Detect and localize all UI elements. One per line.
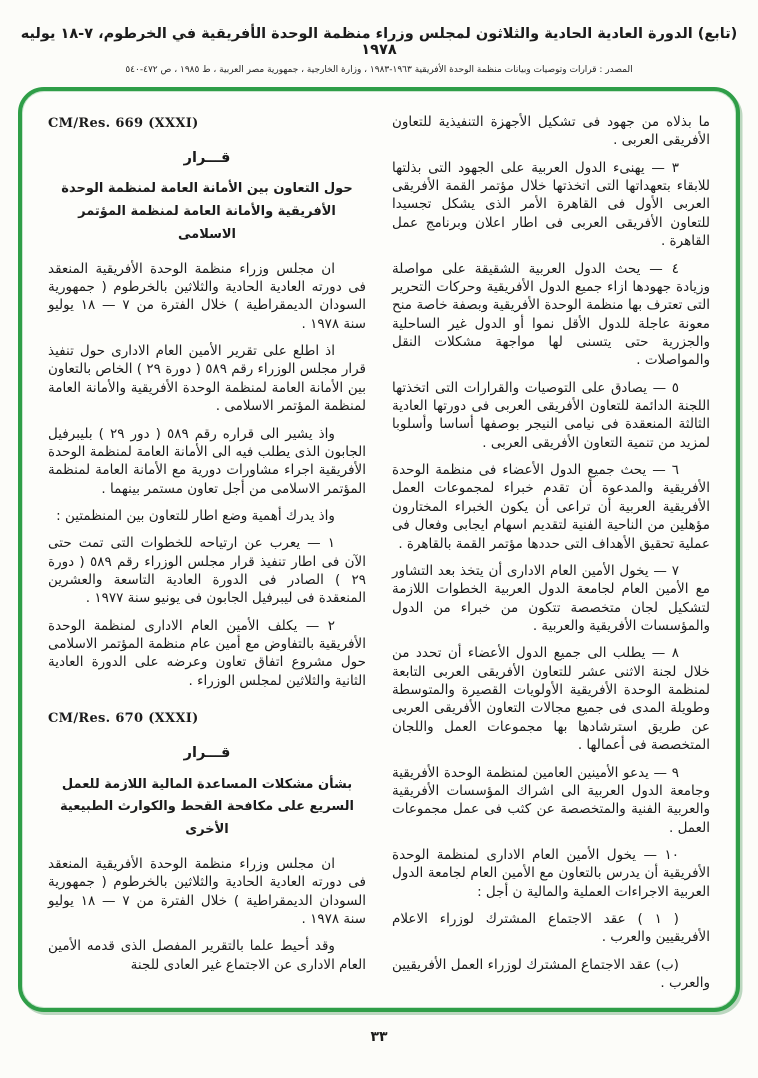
page-header (12, 26, 746, 75)
paragraph-subitem-a: ( ١ ) عقد الاجتماع المشترك لوزراء الاعلام الأفريقيين والعرب . (392, 911, 710, 946)
header-title: (تابع) الدورة العادية الحادية والثلاثون لمجلس وزراء منظمة الوحدة الأفريقية في الخرطوم، ٧-١٨ يوليه ١٩٧٨ (20, 26, 738, 58)
resolution-title-670: بشأن مشكلات المساعدة المالية اللازمة للعمل السريع على مكافحة القحط والكوارث الطبيعية الأخرى (60, 776, 354, 838)
paragraph: اذ اطلع على تقرير الأمين العام الادارى حول تنفيذ قرار مجلس الوزراء رقم ٥٨٩ ( دورة ٢٩ ) الخاص بالتعاون بين الأمانة العامة لمنظمة الوحدة الأفريقية والأمانة العامة لمنظمة المؤتمر الاسلامى . (48, 343, 366, 415)
paragraph: ان مجلس وزراء منظمة الوحدة الأفريقية المنعقد فى دورته العادية الحادية والثلاثين بالخرطوم ( جمهورية السودان الديمقراطية ) خلال الفترة من ٧ — ١٨ يوليو سنة ١٩٧٨ . (48, 260, 366, 332)
right-column (392, 113, 710, 998)
resolution-heading-670: قـــرار (183, 744, 231, 761)
paragraph-item-8: ٨ — يطلب الى جميع الدول الأعضاء أن تحدد من خلال لجنة الاثنى عشر للتعاون الأفريقى العربى التابعة لمنظمة الوحدة الأفريقية الأولويات القصيرة والمتوسطة وطويلة المدى فى جميع مجالات التعاون الأفريقى العربى عن طريق استرشادها بها مجموعات العمل واللجان المتخصصة فى أعمالها . (392, 645, 710, 754)
paragraph: وقد أحيط علما بالتقرير المفصل الذى قدمه الأمين العام الادارى عن الاجتماع غير العادى للجنة (48, 938, 366, 973)
paragraph-item-5: ٥ — يصادق على التوصيات والقرارات التى اتخذتها اللجنة الدائمة للتعاون الأفريقى العربى فى دورتها العادية الثالثة المنعقدة فى نيامى النيجر بوصفها أساسا وأسلوبا لمزيد من تنمية التعاون الأفريقى العربى . (392, 379, 710, 451)
paragraph-item-6: ٦ — يحث جميع الدول الأعضاء فى منظمة الوحدة الأفريقية والمدعوة أن تقدم خبراء لمجموعات العمل الأفريقية العربية أن تراعى أن يكون الخبراء المختارون مؤهلين من الناحية الفنية لتقديم اسهام ايجابى وفعال فى عملية تحقيق الأهداف التى حددها مؤتمر القمة بالقاهرة . (392, 462, 710, 552)
paragraph-item-7: ٧ — يخول الأمين العام الادارى أن يتخذ بعد التشاور مع الأمين العام لجامعة الدول العربية الخطوات اللازمة لتشكيل لجان متخصصة تتكون من خبراء من الدول والمؤسسات الأفريقية والعربية . (392, 562, 710, 634)
paragraph: ٢ — يكلف الأمين العام الادارى لمنظمة الوحدة الأفريقية بالتفاوض مع أمين عام منظمة المؤتمر الاسلامى حول مشروع اتفاق تعاون وعرضه على الدورة العادية الثانية والثلاثين لمجلس الوزراء . (48, 617, 366, 689)
page-number: ٣٣ (370, 1029, 388, 1045)
paragraph-continuation: ما بذلاه من جهود فى تشكيل الأجهزة التنفيذية للتعاون الأفريقى العربى . (392, 114, 710, 149)
paragraph: ان مجلس وزراء منظمة الوحدة الأفريقية المنعقد فى دورته العادية الحادية والثلاثين بالخرطوم ( جمهورية السودان الديمقراطية ) خلال الفترة من ٧ — ١٨ يوليو سنة ١٩٧٨ . (48, 855, 366, 927)
paragraph-item-9: ٩ — يدعو الأمينين العامين لمنظمة الوحدة الأفريقية وجامعة الدول العربية الى اشراك المؤسسات الأفريقية والعربية الفنية والمتخصصة عن كثب فى عمل مجموعات العمل . (392, 764, 710, 836)
paragraph-subitem-b: (ب) عقد الاجتماع المشترك لوزراء العمل الأفريقيين والعرب . (392, 956, 710, 992)
paragraph-item-10: ١٠ — يخول الأمين العام الادارى لمنظمة الوحدة الأفريقية أن يدرس بالتعاون مع الأمين العام لجامعة الدول العربية الاجراءات العملية والمالية ن أجل : (392, 846, 710, 900)
paragraph-item-3: ٣ — يهنىء الدول العربية على الجهود التى بذلتها للابقاء بتعهداتها التى اتخذتها خلال مؤتمر القمة الأفريقى العربى الأول فى القاهرة الأمر الذى يشكل تجسيدا للتعاون الأفريقى العربى فى اطار اعلان وبرنامج عمل القاهرة . (392, 159, 710, 250)
page-footer (12, 1026, 746, 1045)
paragraph: ١ — يعرب عن ارتياحه للخطوات التى تمت حتى الآن فى اطار تنفيذ قرار مجلس الوزراء رقم ٥٨٩ ( دورة ٢٩ ) الصادر فى الدورة العادية التاسعة والعشرين المنعقدة فى ليبرفيل الجابون فى يونيو سنة ١٩٧٧ . (48, 535, 366, 607)
paragraph: واذ يشير الى قراره رقم ٥٨٩ ( دور ٢٩ ) بليبرفيل الجابون الذى يطلب فيه الى الأمانة العامة لمنظمة الوحدة الأفريقية اجراء مشاورات دورية مع الأمانة العامة لمنظمة المؤتمر الاسلامى من أجل تعاون مستمر بينهما . (48, 425, 366, 497)
paragraph: واذ يدرك أهمية وضع اطار للتعاون بين المنظمتين : (56, 507, 335, 524)
resolution-heading-669: قـــرار (183, 149, 231, 166)
resolution-number-670: CM/Res. 670 (XXXI) (48, 711, 199, 727)
paragraph-item-4: ٤ — يحث الدول العربية الشقيقة على مواصلة وزيادة جهودها ازاء جميع الدول الأفريقية وحركات التحرير التى تعترف بها منظمة الوحدة الأفريقية وبصفة خاصة منح معونة عاجلة للدول الأقل نموا أو الدول غير الساحلية والجزرية حتى يتسنى لها مواجهة مشكلات النقل والمواصلات . (392, 260, 710, 369)
resolution-number-669: CM/Res. 669 (XXXI) (48, 116, 199, 131)
content-frame (18, 87, 740, 1012)
two-column-layout (48, 113, 710, 998)
header-source-line: المصدر : قرارات وتوصيات وبيانات منظمة الوحدة الأفريقية ١٩٦٣-١٩٨٣ ، وزارة الخارجية ، جمهورية مصر العربية ، ط ١٩٨٥ ، ص ٤٧٢-٥٤٠ (125, 65, 633, 75)
resolution-title-669: حول التعاون بين الأمانة العامة لمنظمة الوحدة الأفريقية والأمانة العامة لمنظمة المؤتمر الاسلامى (61, 181, 353, 242)
left-column (48, 113, 366, 998)
